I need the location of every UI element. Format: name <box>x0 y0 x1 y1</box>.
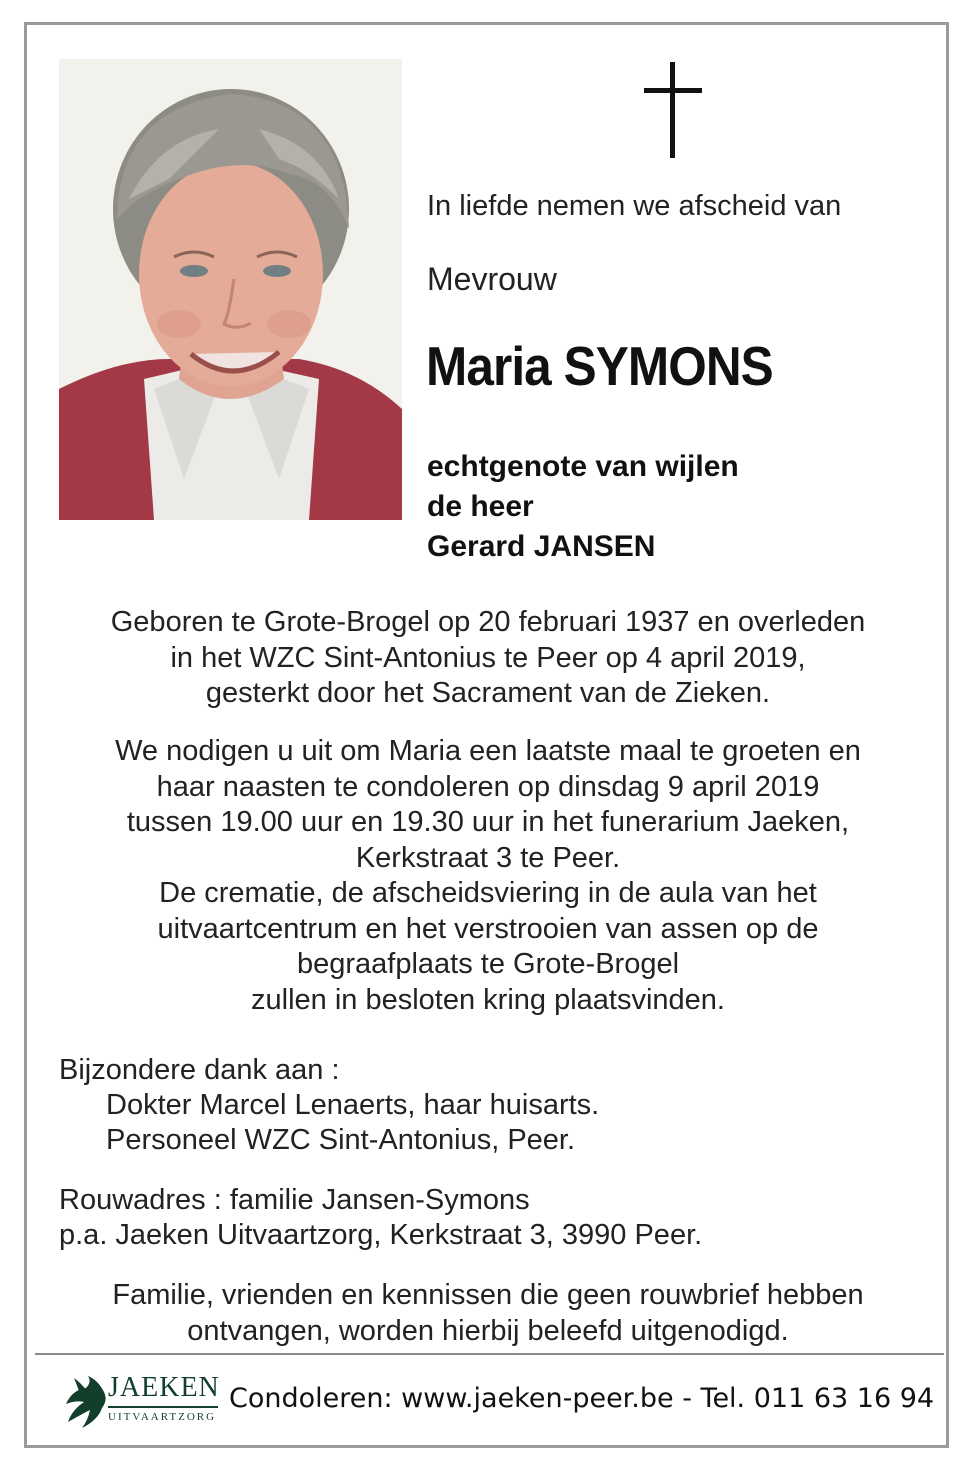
invitation-paragraph <box>50 734 926 1018</box>
closing-paragraph <box>50 1278 926 1349</box>
text-line: zullen in besloten kring plaatsvinden. <box>251 983 725 1016</box>
text-line: begraafplaats te Grote-Brogel <box>296 948 680 980</box>
text-line: tussen 19.00 uur en 19.30 uur in het funerarium Jaeken, <box>126 806 850 838</box>
text-line: in het WZC Sint-Antonius te Peer op 4 april 2019, <box>170 641 806 674</box>
brand-name: JAEKEN <box>108 1372 220 1403</box>
thanks-item: Personeel WZC Sint-Antonius, Peer. <box>106 1124 576 1156</box>
title-text: Mevrouw <box>427 261 557 297</box>
address-line: Rouwadres : familie Jansen-Symons <box>59 1184 530 1216</box>
text-line: gesterkt door het Sacrament van de Zieken. <box>205 677 771 709</box>
spouse-line: de heer <box>427 490 534 523</box>
address-line: p.a. Jaeken Uitvaartzorg, Kerkstraat 3, 3990 Peer. <box>59 1219 703 1251</box>
spouse-block <box>427 447 739 567</box>
text-line: Geboren te Grote-Brogel op 20 februari 1937 en overleden <box>110 606 866 638</box>
brand-underline <box>108 1406 218 1408</box>
text-line: ontvangen, worden hierbij beleefd uitgenodigd. <box>187 1314 789 1347</box>
portrait-photo <box>59 59 402 520</box>
spouse-line: echtgenote van wijlen <box>427 450 739 483</box>
brand-subtitle: UITVAARTZORG <box>108 1411 217 1423</box>
birth-death-paragraph <box>50 605 926 712</box>
text-line: haar naasten te condoleren op dinsdag 9 april 2019 <box>156 770 820 803</box>
deceased-name: Maria SYMONS <box>426 335 773 397</box>
thanks-heading: Bijzondere dank aan : <box>59 1054 340 1086</box>
thanks-block <box>59 1053 599 1158</box>
condolence-contact: Condoleren: www.jaeken-peer.be - Tel. 011 63 16 94 <box>229 1383 935 1414</box>
text-line: We nodigen u uit om Maria een laatste maal te groeten en <box>115 735 861 767</box>
spouse-line: Gerard JANSEN <box>427 530 656 563</box>
text-line: De crematie, de afscheidsviering in de aula van het <box>159 877 817 909</box>
thanks-item: Dokter Marcel Lenaerts, haar huisarts. <box>106 1089 600 1121</box>
text-line: Kerkstraat 3 te Peer. <box>355 841 621 874</box>
intro-text: In liefde nemen we afscheid van <box>427 190 842 222</box>
address-block <box>59 1183 702 1253</box>
text-line: Familie, vrienden en kennissen die geen rouwbrief hebben <box>112 1279 864 1311</box>
cross-icon <box>644 62 702 158</box>
text-line: uitvaartcentrum en het verstrooien van assen op de <box>157 912 819 945</box>
footer-divider <box>35 1353 944 1355</box>
